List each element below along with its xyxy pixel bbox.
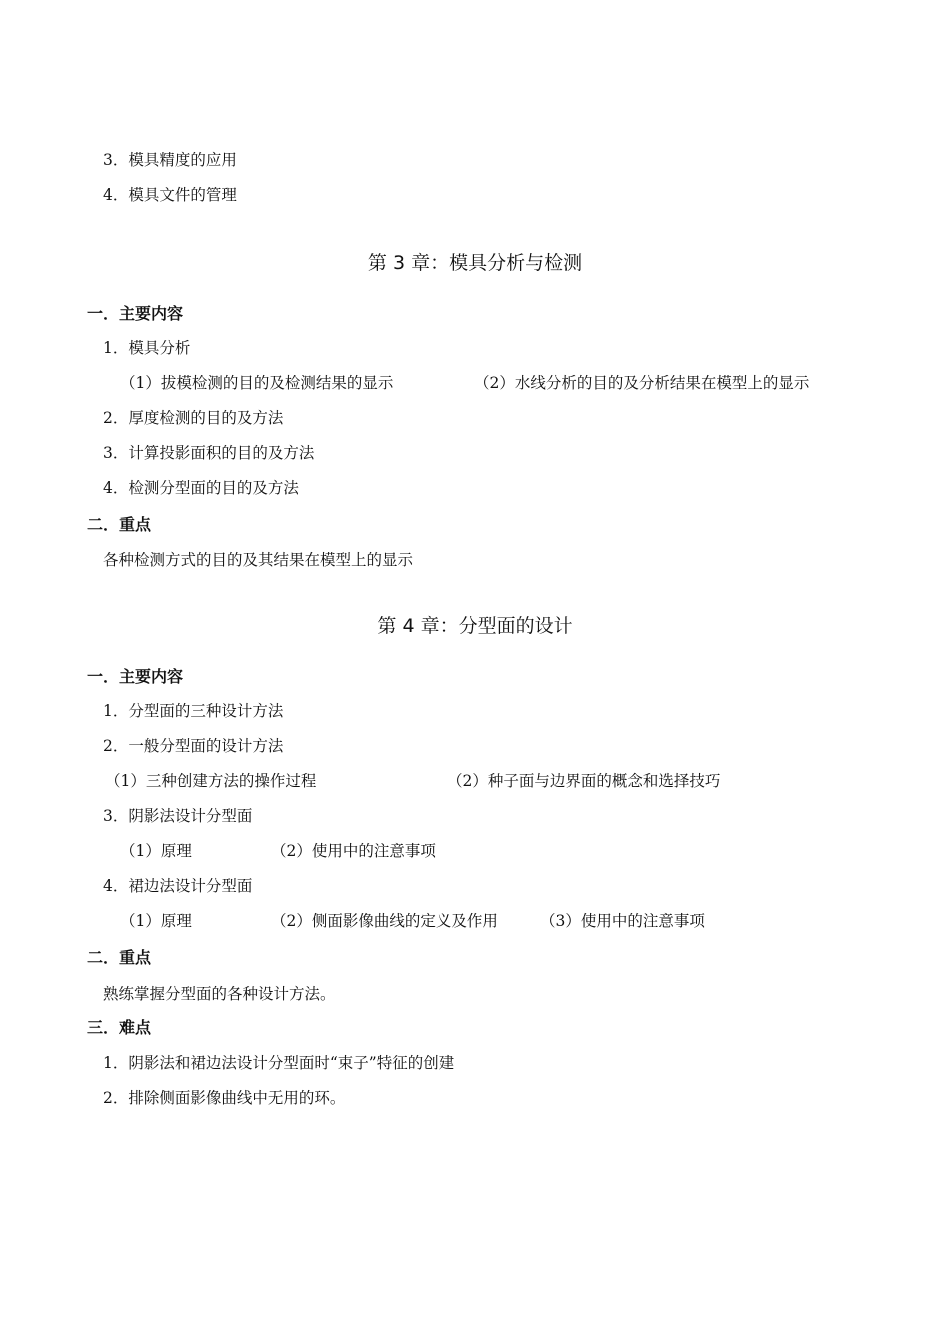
ch4-item-3-sub-1: （1）原理 bbox=[120, 842, 192, 860]
ch4-difficulty-2: 2．排除侧面影像曲线中无用的环。 bbox=[103, 1089, 346, 1107]
ch4-difficulties-heading: 三．难点 bbox=[87, 1018, 152, 1037]
ch4-item-2-sub-1: （1）三种创建方法的操作过程 bbox=[105, 772, 317, 790]
ch3-item-2: 2．厚度检测的目的及方法 bbox=[103, 409, 284, 427]
ch4-item-3: 3．阴影法设计分型面 bbox=[103, 807, 253, 825]
ch4-key-points-heading: 二．重点 bbox=[87, 948, 152, 967]
ch4-item-2: 2．一般分型面的设计方法 bbox=[103, 737, 284, 755]
ch3-item-1-sub-1: （1）拔模检测的目的及检测结果的显示 bbox=[120, 374, 394, 392]
ch2-item-4: 4．模具文件的管理 bbox=[103, 186, 237, 204]
chapter-3-title: 第 3 章：模具分析与检测 bbox=[367, 252, 583, 274]
ch4-difficulty-1: 1．阴影法和裙边法设计分型面时“束子”特征的创建 bbox=[103, 1054, 455, 1072]
ch4-item-3-sub-2: （2）使用中的注意事项 bbox=[271, 842, 436, 860]
ch4-item-4-sub-2: （2）侧面影像曲线的定义及作用 bbox=[271, 912, 498, 930]
ch2-item-3: 3．模具精度的应用 bbox=[103, 151, 237, 169]
ch3-item-3: 3．计算投影面积的目的及方法 bbox=[103, 444, 315, 462]
ch3-item-1-sub-2: （2）水线分析的目的及分析结果在模型上的显示 bbox=[474, 374, 810, 392]
ch4-item-4: 4．裙边法设计分型面 bbox=[103, 877, 253, 895]
ch3-item-1: 1．模具分析 bbox=[103, 339, 191, 357]
ch4-main-content-heading: 一．主要内容 bbox=[87, 667, 184, 686]
ch4-item-2-sub-2: （2）种子面与边界面的概念和选择技巧 bbox=[447, 772, 721, 790]
ch4-key-points-text: 熟练掌握分型面的各种设计方法。 bbox=[103, 985, 336, 1003]
ch3-key-points-text: 各种检测方式的目的及其结果在模型上的显示 bbox=[103, 551, 414, 569]
ch3-key-points-heading: 二．重点 bbox=[87, 515, 152, 534]
ch3-item-4: 4．检测分型面的目的及方法 bbox=[103, 479, 299, 497]
ch3-main-content-heading: 一．主要内容 bbox=[87, 304, 184, 323]
ch4-item-1: 1．分型面的三种设计方法 bbox=[103, 702, 284, 720]
ch4-item-4-sub-1: （1）原理 bbox=[120, 912, 192, 930]
ch4-item-4-sub-3: （3）使用中的注意事项 bbox=[540, 912, 705, 930]
chapter-4-title: 第 4 章：分型面的设计 bbox=[377, 615, 573, 637]
